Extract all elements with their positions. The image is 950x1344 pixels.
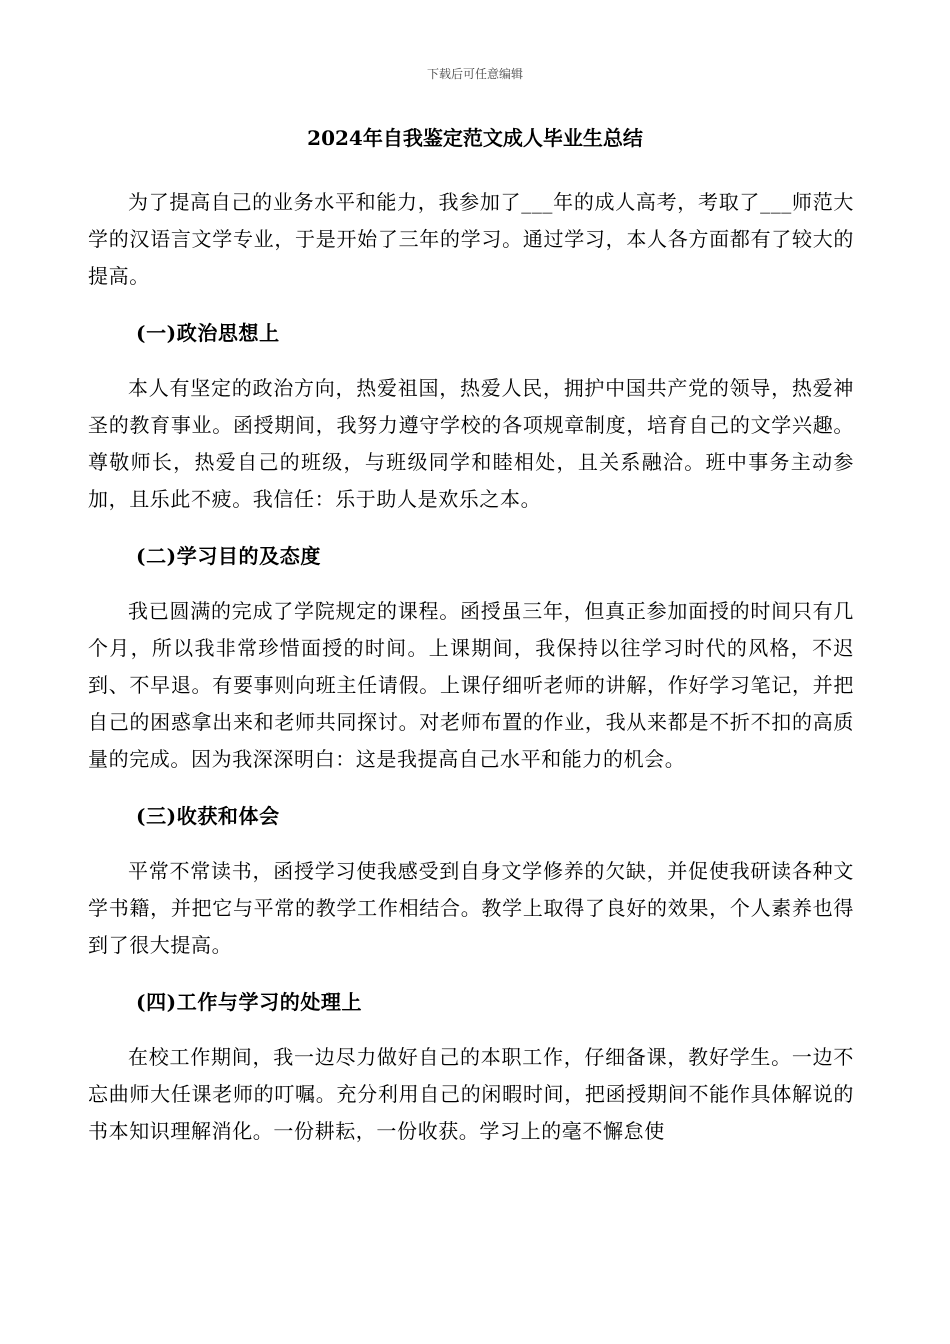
section-heading-gains: (三)收获和体会 (136, 804, 280, 828)
header-note: 下载后可任意编辑 (426, 67, 523, 81)
document-body (88, 184, 854, 1150)
section-paragraph-study-attitude: 我已圆满的完成了学院规定的课程。函授虽三年，但真正参加面授的时间只有几个月，所以我非常珍惜面授的时间。上课期间，我保持以往学习时代的风格，不迟到、不早退。有要事则向班主任请假。上课仔细听老师的讲解，作好学习笔记，并把自己的困惑拿出来和老师共同探讨。对老师布置的作业，我从来都是不折不扣的高质量的完成。因为我深深明白：这是我提高自己水平和能力的机会。 (88, 599, 854, 771)
section-paragraph-work-study: 在校工作期间，我一边尽力做好自己的本职工作，仔细备课，教好学生。一边不忘曲师大任课老师的叮嘱。充分利用自己的闲暇时间，把函授期间不能作具体解说的书本知识理解消化。一份耕耘，一份收获。学习上的毫不懈怠使 (88, 1045, 854, 1143)
section-heading-politics: (一)政治思想上 (136, 321, 280, 345)
document-title: 2024年自我鉴定范文成人毕业生总结 (307, 126, 643, 150)
section-heading-study-attitude: (二)学习目的及态度 (136, 544, 321, 568)
intro-paragraph: 为了提高自己的业务水平和能力，我参加了___年的成人高考，考取了___师范大学的汉语言文学专业，于是开始了三年的学习。通过学习，本人各方面都有了较大的提高。 (88, 190, 854, 288)
section-heading-work-study: (四)工作与学习的处理上 (136, 990, 363, 1014)
section-paragraph-gains: 平常不常读书，函授学习使我感受到自身文学修养的欠缺，并促使我研读各种文学书籍，并把它与平常的教学工作相结合。教学上取得了良好的效果，个人素养也得到了很大提高。 (88, 859, 854, 957)
section-paragraph-politics: 本人有坚定的政治方向，热爱祖国，热爱人民，拥护中国共产党的领导，热爱神圣的教育事业。函授期间，我努力遵守学校的各项规章制度，培育自己的文学兴趣。尊敬师长，热爱自己的班级，与班级同学和睦相处，且关系融洽。班中事务主动参加，且乐此不疲。我信任：乐于助人是欢乐之本。 (88, 376, 854, 511)
